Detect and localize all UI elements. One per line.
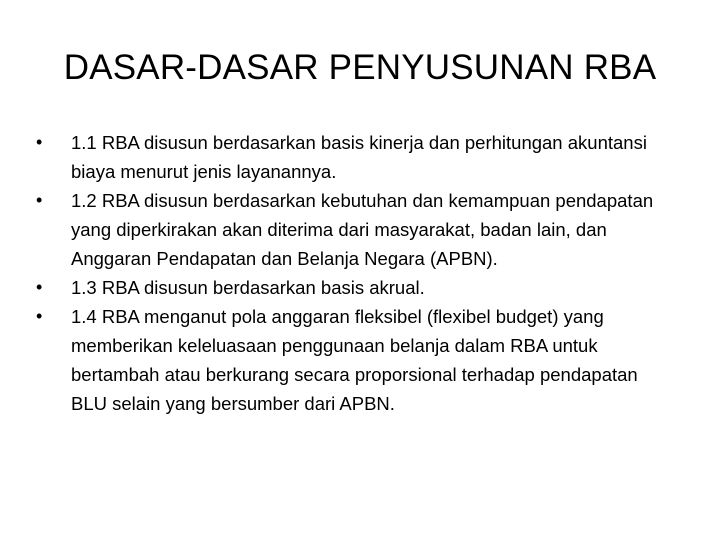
bullet-item xyxy=(36,273,676,302)
bullet-point-icon: • xyxy=(36,277,43,297)
bullet-list xyxy=(36,128,676,418)
bullet-text: 1.4 RBA menganut pola anggaran fleksibel (flexibel budget) yang memberikan keleluasaan penggunaan belanja dalam RBA untuk bertambah atau berkurang secara proporsional terhadap pendapatan BLU selain yang bersumber dari APBN. xyxy=(71,306,638,414)
bullet-text: 1.2 RBA disusun berdasarkan kebutuhan dan kemampuan pendapatan yang diperkirakan akan diterima dari masyarakat, badan lain, dan Anggaran Pendapatan dan Belanja Negara (APBN). xyxy=(71,190,654,269)
bullet-item xyxy=(36,128,676,186)
bullet-item xyxy=(36,186,676,273)
bullet-point-icon: • xyxy=(36,306,43,326)
bullet-text: 1.3 RBA disusun berdasarkan basis akrual. xyxy=(71,277,425,298)
slide-title: DASAR-DASAR PENYUSUNAN RBA xyxy=(63,48,657,87)
bullet-point-icon: • xyxy=(36,132,43,152)
bullet-item xyxy=(36,302,676,418)
bullet-text: 1.1 RBA disusun berdasarkan basis kinerja dan perhitungan akuntansi biaya menurut jenis layanannya. xyxy=(71,132,647,182)
bullet-point-icon: • xyxy=(36,190,43,210)
